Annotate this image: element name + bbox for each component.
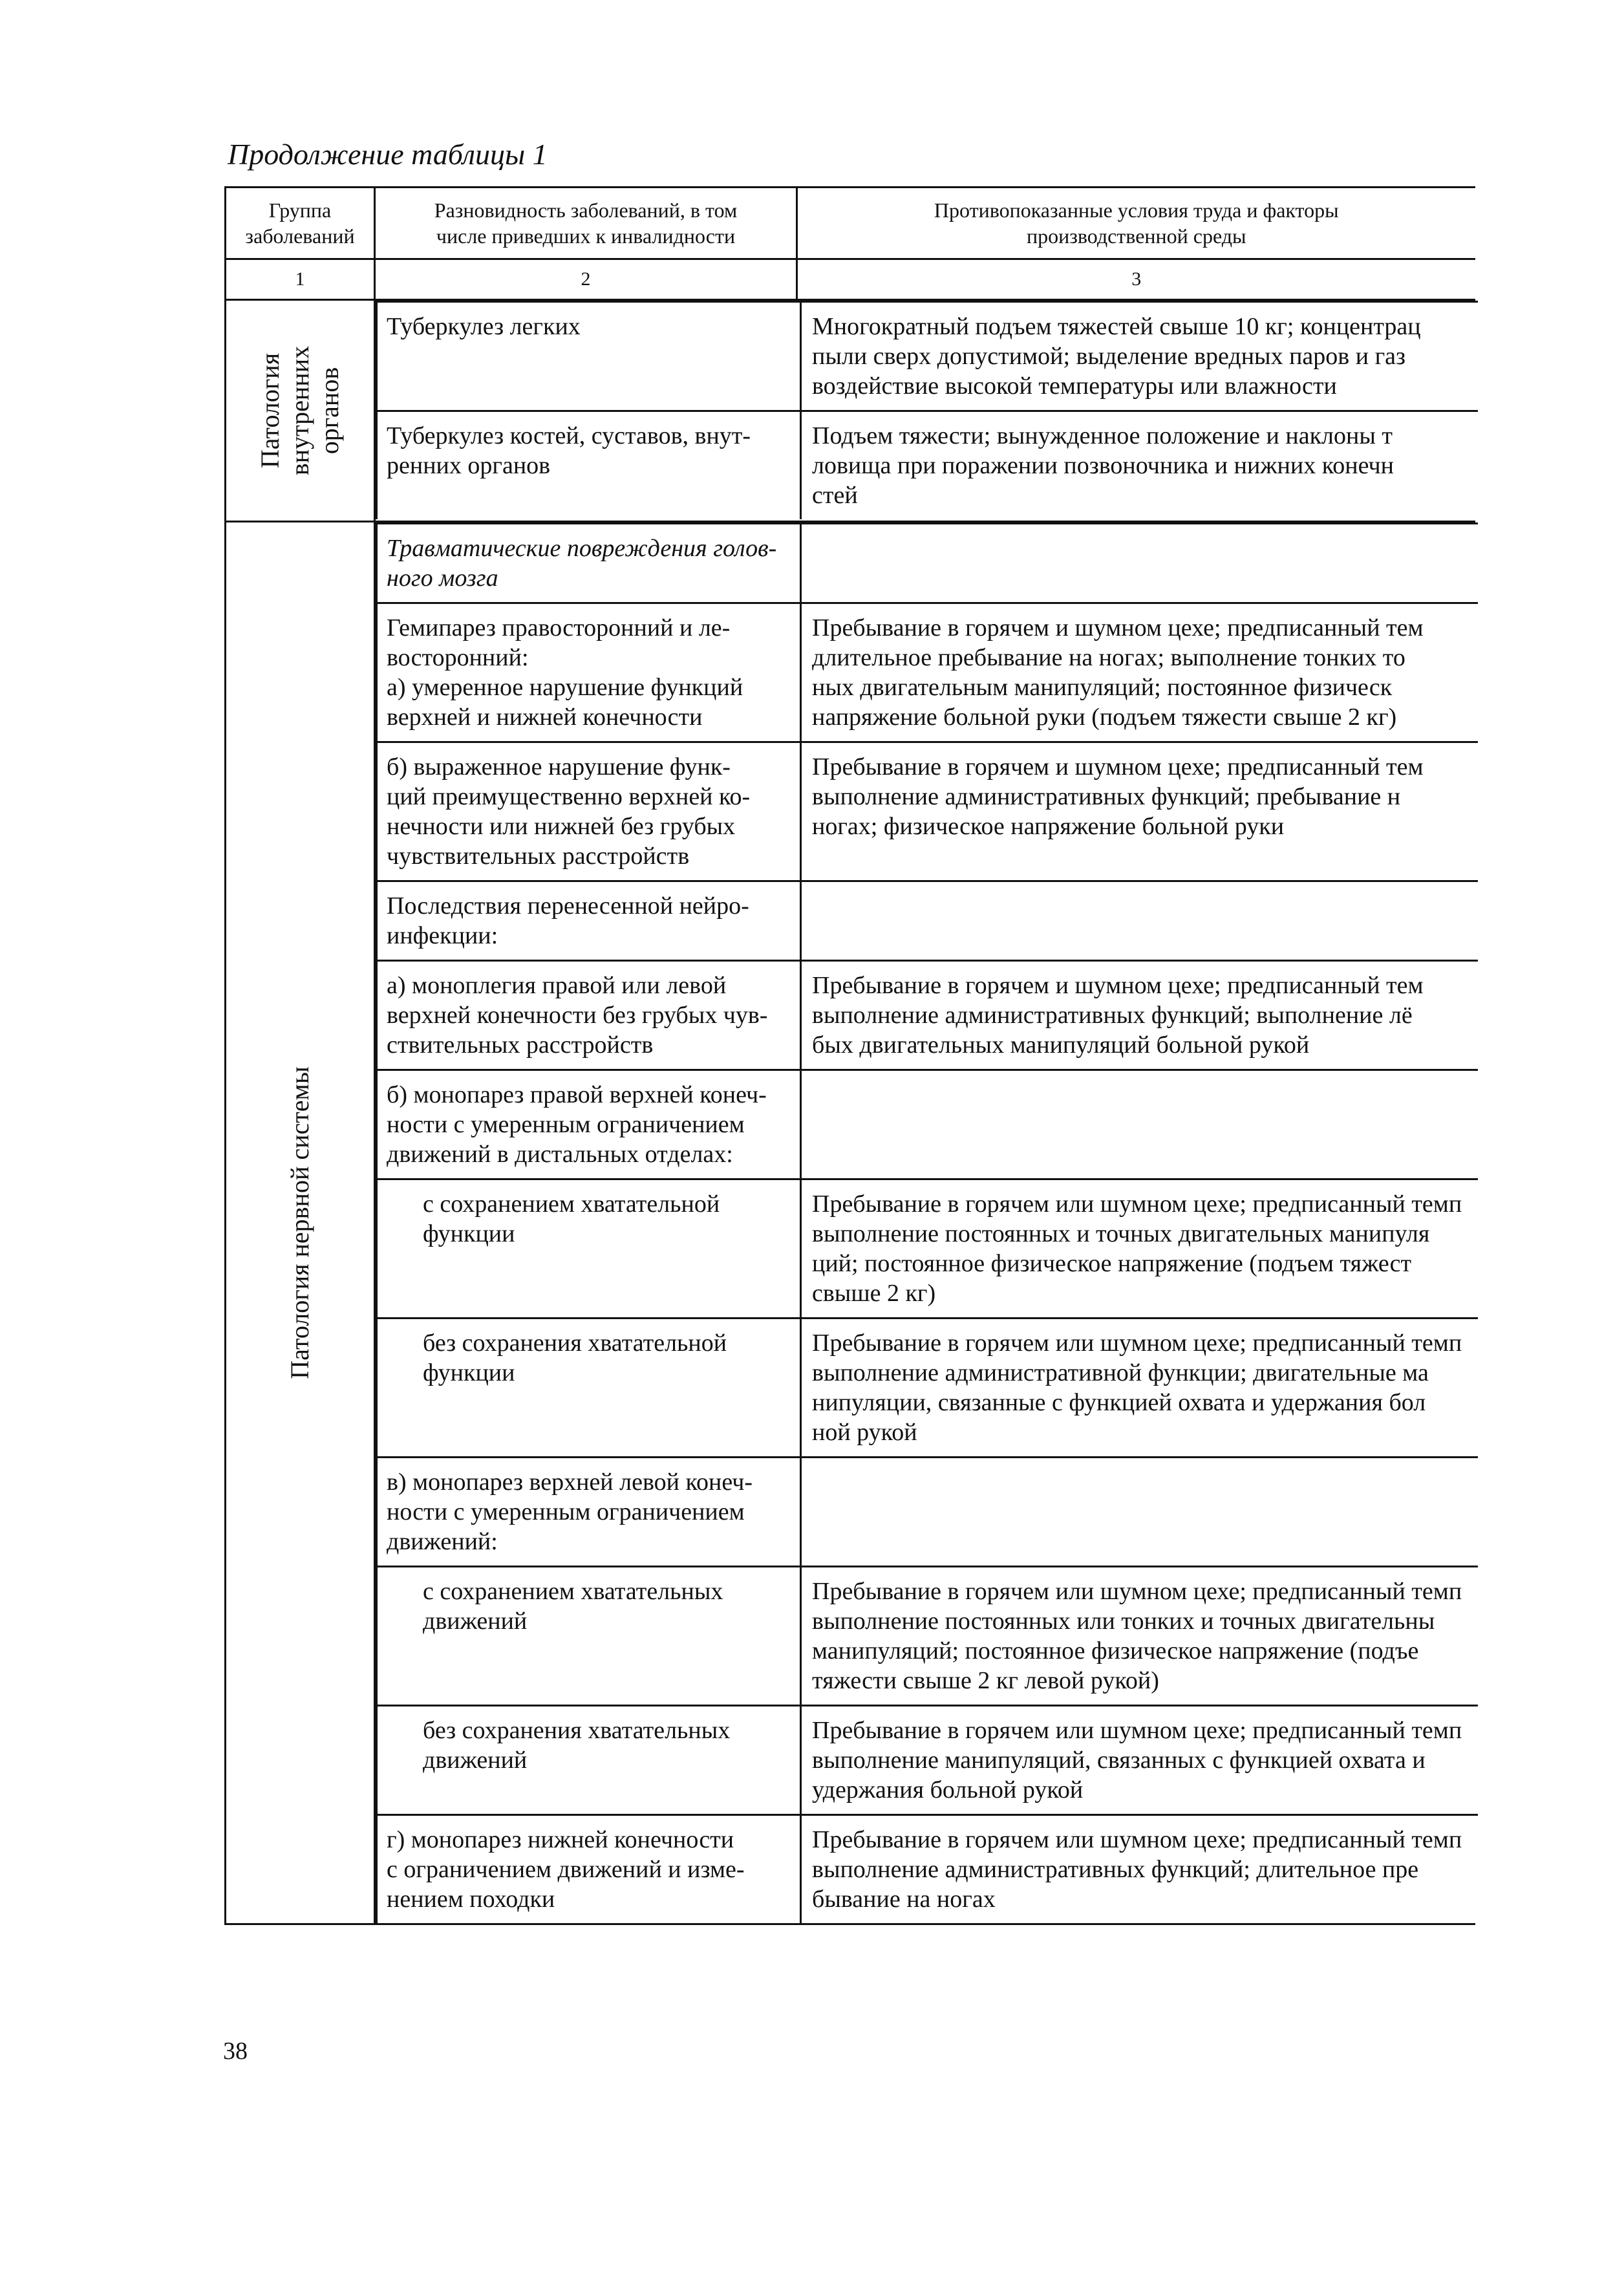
table-row — [377, 1567, 1479, 1706]
disease-cell: без сохранения хватательных движений — [423, 1717, 731, 1774]
header-row — [226, 188, 1475, 259]
group-cell-nervous — [226, 522, 375, 1924]
header-variety: Разновидность заболеваний, в том числе приведших к инвалидности — [375, 188, 797, 259]
disease-cell: б) выраженное нарушение функ- ций преимущественно верхней ко- нечности или нижней без грубых чувствительных расстройств — [387, 753, 751, 870]
section-heading-row — [377, 881, 1479, 961]
conditions-cell: Пребывание в горячем и шумном цехе; предписанный тем выполнение административных функций; выполнение лё бых двигательных манипуляций больной рукой — [812, 972, 1424, 1059]
conditions-cell: Пребывание в горячем или шумном цехе; предписанный темп выполнение постоянных или тонких и точных двигательны манипуляций; постоянное физическое напряжение (подъе тяжести свыше 2 кг левой рукой) — [812, 1578, 1462, 1694]
disease-cell: в) монопарез верхней левой конеч- ности с умеренным ограничением движений: — [387, 1469, 753, 1555]
column-number-row — [226, 259, 1475, 300]
table-row — [377, 1458, 1479, 1567]
conditions-cell: Пребывание в горячем или шумном цехе; предписанный темп выполнение манипуляций, связанных с функцией охвата и удержания больной рукой — [812, 1717, 1462, 1803]
conditions-cell: Пребывание в горячем и шумном цехе; предписанный тем выполнение административных функций; пребывание н ногах; физическое напряжение больной руки — [812, 753, 1424, 840]
table-row — [377, 1815, 1479, 1924]
disease-cell: Гемипарез правосторонний и ле- восторонний: а) умеренное нарушение функций верхней и нижней конечности — [387, 614, 743, 731]
conditions-cell: Пребывание в горячем или шумном цехе; предписанный темп выполнение административной функции; двигательные ма нипуляции, связанные с функцией охвата и удержания бол ной рукой — [812, 1329, 1462, 1446]
disease-cell: с сохранением хватательных движений — [423, 1578, 723, 1635]
table-row — [377, 302, 1479, 411]
table-caption: Продолжение таблицы 1 — [228, 138, 548, 171]
table-row — [377, 603, 1479, 742]
sub-table — [376, 301, 1478, 519]
group-row-internal — [226, 300, 1475, 522]
column-number: 3 — [797, 259, 1475, 300]
table-row — [377, 1179, 1479, 1319]
disease-cell: б) монопарез правой верхней конеч- ности с умеренным ограничением движений в дистальных отделах: — [387, 1081, 767, 1168]
table-row — [377, 1319, 1479, 1458]
disease-cell: с сохранением хватательной функции — [423, 1190, 720, 1247]
conditions-cell: Многократный подъем тяжестей свыше 10 кг; концентрац пыли сверх допустимой; выделение вредных паров и газ воздействие высокой температуры или влажности — [812, 313, 1421, 400]
conditions-cell: Пребывание в горячем или шумном цехе; предписанный темп выполнение административных функций; длительное пре бывание на ногах — [812, 1826, 1462, 1913]
header-contraindications: Противопоказанные условия труда и факторы производственной среды — [797, 188, 1475, 259]
section-heading: Травматические повреждения голов- ного мозга — [387, 535, 777, 592]
table-row — [377, 1070, 1479, 1179]
group-label: Патология внутренних органов — [255, 345, 344, 476]
group-label: Патология нервной системы — [285, 1066, 314, 1379]
sub-table — [376, 522, 1478, 1923]
header-group: Группа заболеваний — [226, 188, 375, 259]
group-content — [375, 300, 1475, 522]
group-cell-internal — [226, 300, 375, 522]
table-row — [377, 742, 1479, 881]
column-number: 1 — [226, 259, 375, 300]
disease-cell: без сохранения хватательной функции — [423, 1329, 727, 1386]
conditions-cell: Подъем тяжести; вынужденное положение и наклоны т ловища при поражении позвоночника и нижних конечн стей — [812, 422, 1394, 509]
table-row — [377, 1706, 1479, 1815]
section-heading: Последствия перенесенной нейро- инфекции: — [387, 892, 749, 949]
column-number: 2 — [375, 259, 797, 300]
contraindications-table — [224, 186, 1475, 1925]
group-content — [375, 522, 1475, 1924]
table-row — [377, 411, 1479, 520]
page-number: 38 — [223, 2038, 248, 2065]
disease-cell: Туберкулез легких — [387, 313, 581, 340]
disease-cell: а) моноплегия правой или левой верхней конечности без грубых чув- ствительных расстройств — [387, 972, 768, 1059]
conditions-cell: Пребывание в горячем или шумном цехе; предписанный темп выполнение постоянных и точных двигательных манипуля ций; постоянное физическое напряжение (подъем тяжест свыше 2 кг) — [812, 1190, 1462, 1307]
section-heading-row — [377, 524, 1479, 603]
disease-cell: Туберкулез костей, суставов, внут- ренних органов — [387, 422, 751, 479]
disease-cell: г) монопарез нижней конечности с ограничением движений и изме- нением походки — [387, 1826, 745, 1913]
conditions-cell: Пребывание в горячем и шумном цехе; предписанный тем длительное пребывание на ногах; выполнение тонких то ных двигательным манипуляций; постоянное физическ напряжение больной руки (подъем тяжести свыше 2 кг) — [812, 614, 1424, 731]
group-row-nervous — [226, 522, 1475, 1924]
table-row — [377, 961, 1479, 1070]
